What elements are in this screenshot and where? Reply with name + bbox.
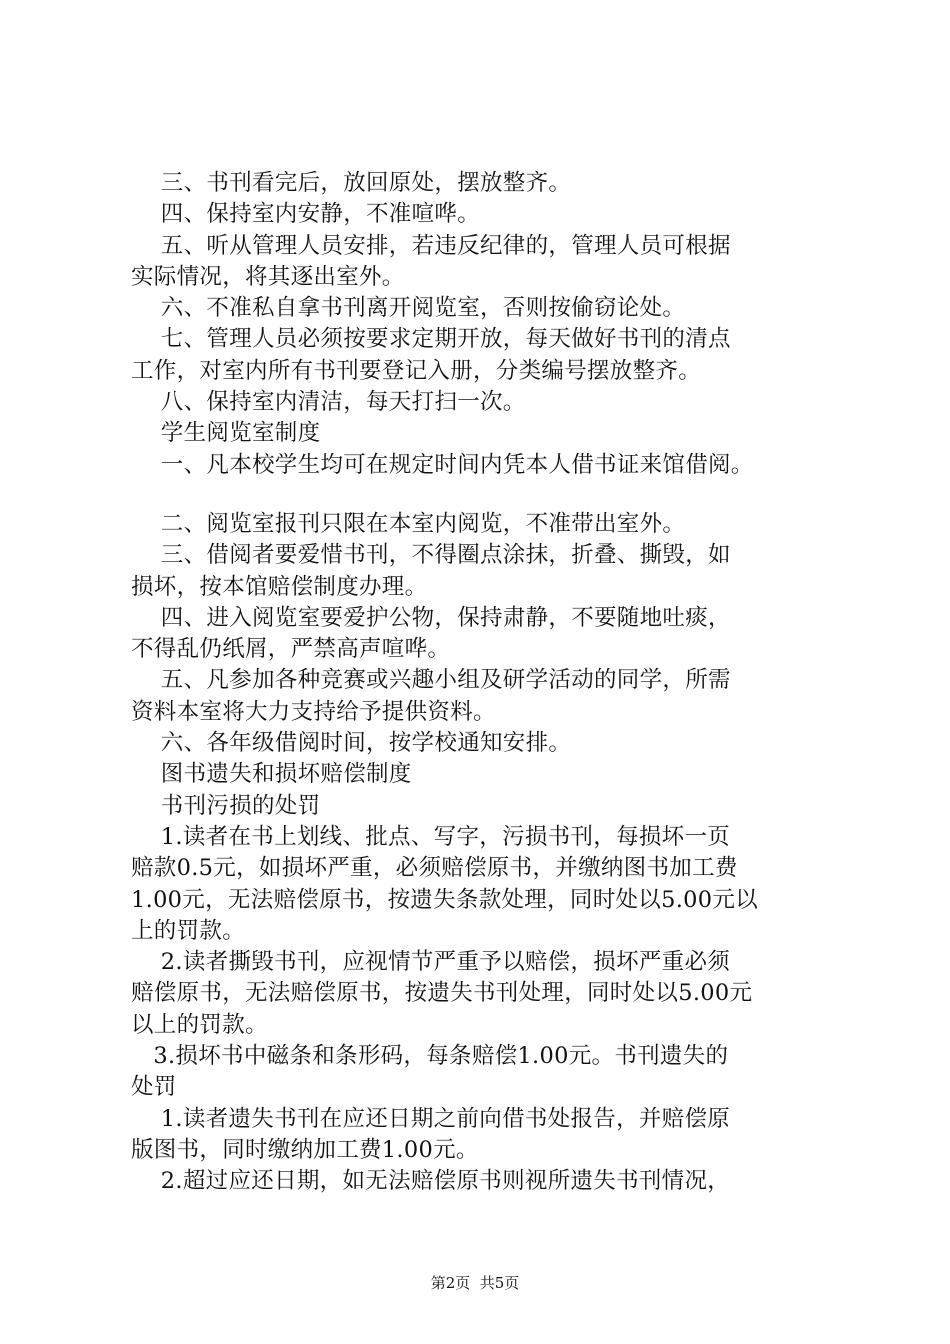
text-line: 3.损坏书中磁条和条形码，每条赔偿1.00元。书刊遗失的: [131, 1043, 729, 1070]
text-line: 赔款0.5元，如损坏严重，必须赔偿原书，并缴纳图书加工费: [131, 855, 738, 882]
text-line: 七、管理人员必须按要求定期开放，每天做好书刊的清点: [131, 326, 731, 353]
page-number-footer: 第2页 共5页: [430, 1274, 520, 1292]
text-line: 实际情况，将其逐出室外。: [131, 263, 405, 290]
text-line: 1.读者遗失书刊在应还日期之前向借书处报告，并赔偿原: [131, 1105, 731, 1132]
text-line: 一、凡本校学生均可在规定时间内凭本人借书证来馆借阅。: [131, 451, 754, 478]
text-line: 1.读者在书上划线、批点、写字，污损书刊，每损坏一页: [131, 823, 731, 850]
document-body: [131, 168, 841, 1198]
text-line: 工作，对室内所有书刊要登记入册，分类编号摆放整齐。: [131, 357, 702, 384]
text-line: 版图书，同时缴纳加工费1.00元。: [131, 1136, 479, 1163]
text-line: 2.超过应还日期，如无法赔偿原书则视所遗失书刊情况，: [131, 1168, 731, 1195]
text-line: 八、保持室内清洁，每天打扫一次。: [131, 389, 526, 416]
text-line: 五、听从管理人员安排，若违反纪律的，管理人员可根据: [131, 232, 731, 259]
text-line: 处罚: [131, 1074, 177, 1101]
text-line: 1.00元，无法赔偿原书，按遗失条款处理，同时处以5.00元以: [131, 886, 758, 913]
text-line: 以上的罚款。: [131, 1011, 268, 1038]
text-line: 资料本室将大力支持给予提供资料。: [131, 698, 496, 725]
text-line: 四、保持室内安静，不准喧哗。: [131, 201, 481, 228]
section-heading: 学生阅览室制度: [131, 420, 321, 447]
section-heading: 书刊污损的处罚: [131, 792, 321, 819]
text-line: 二、阅览室报刊只限在本室内阅览，不准带出室外。: [131, 510, 686, 537]
blank-line: [131, 481, 841, 509]
text-line: 赔偿原书，无法赔偿原书，按遗失书刊处理，同时处以5.00元: [131, 980, 753, 1007]
text-line: 损坏，按本馆赔偿制度办理。: [131, 573, 428, 600]
text-line: 三、借阅者要爱惜书刊，不得圈点涂抹，折叠、撕毁，如: [131, 542, 731, 569]
text-line: 不得乱仍纸屑，严禁高声喧哗。: [131, 636, 451, 663]
text-line: 上的罚款。: [131, 917, 246, 944]
text-line: 六、各年级借阅时间，按学校通知安排。: [131, 730, 572, 757]
text-line: 2.读者撕毁书刊，应视情节严重予以赔偿，损坏严重必须: [131, 949, 731, 976]
section-heading: 图书遗失和损坏赔偿制度: [131, 761, 412, 788]
text-line: 三、书刊看完后，放回原处，摆放整齐。: [131, 170, 572, 196]
text-line: 五、凡参加各种竞赛或兴趣小组及研学活动的同学，所需: [131, 667, 731, 694]
text-line: 六、不准私自拿书刊离开阅览室，否则按偷窃论处。: [131, 295, 686, 322]
text-line: 四、进入阅览室要爱护公物，保持肃静，不要随地吐痰，: [131, 604, 731, 631]
